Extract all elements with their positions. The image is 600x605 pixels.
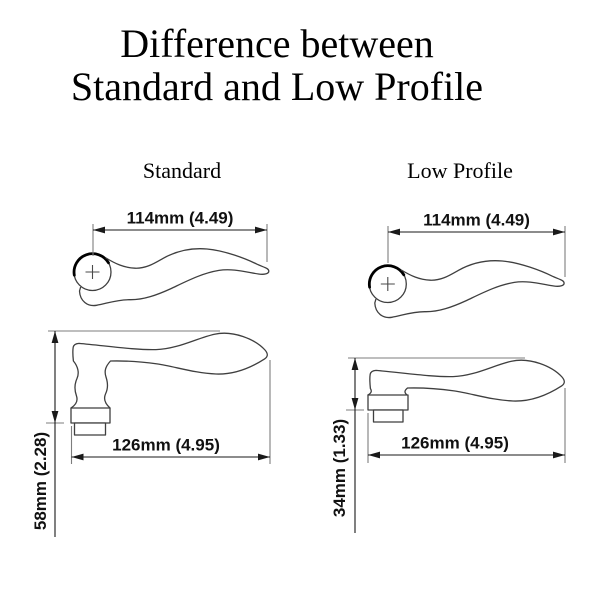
standard-width-dimension-label: 114mm (4.49) <box>126 208 234 228</box>
low-profile-spindle-base <box>374 410 404 422</box>
dimension-arrow-left <box>93 227 105 234</box>
page-title-line-1: Difference between <box>120 21 434 66</box>
dimension-arrow-left <box>368 452 380 459</box>
dimension-arrow-right <box>258 454 270 461</box>
dimension-arrow-down <box>352 398 359 410</box>
standard-lever-side-outline <box>71 333 267 408</box>
low-profile-length-dimension-label: 126mm (4.95) <box>401 433 509 453</box>
standard-height-dimension-label: 58mm (2.28) <box>31 431 50 531</box>
standard-spindle-base <box>75 423 106 435</box>
standard-collar <box>71 408 110 423</box>
dimension-arrow-right <box>553 452 565 459</box>
dimension-arrow-left <box>388 229 400 236</box>
page-title-line-2: Standard and Low Profile <box>70 64 484 109</box>
low-profile-height-dimension-label: 34mm (1.33) <box>330 418 349 518</box>
dimension-arrow-up <box>52 331 59 343</box>
low-profile-side-view <box>330 358 565 533</box>
dimension-arrow-left <box>72 454 84 461</box>
column-header-standard: Standard <box>142 158 222 183</box>
dimension-arrow-right <box>255 227 267 234</box>
standard-side-view <box>31 331 270 537</box>
low-profile-width-dimension-label: 114mm (4.49) <box>423 210 530 230</box>
column-header-low-profile: Low Profile <box>407 158 513 183</box>
standard-length-dimension-label: 126mm (4.95) <box>112 435 220 455</box>
dimension-arrow-right <box>553 229 565 236</box>
dimension-arrow-up <box>352 358 359 370</box>
low-profile-top-view <box>369 211 565 318</box>
low-profile-collar <box>368 395 408 410</box>
dimension-arrow-down <box>52 411 59 423</box>
standard-top-view <box>74 209 269 306</box>
